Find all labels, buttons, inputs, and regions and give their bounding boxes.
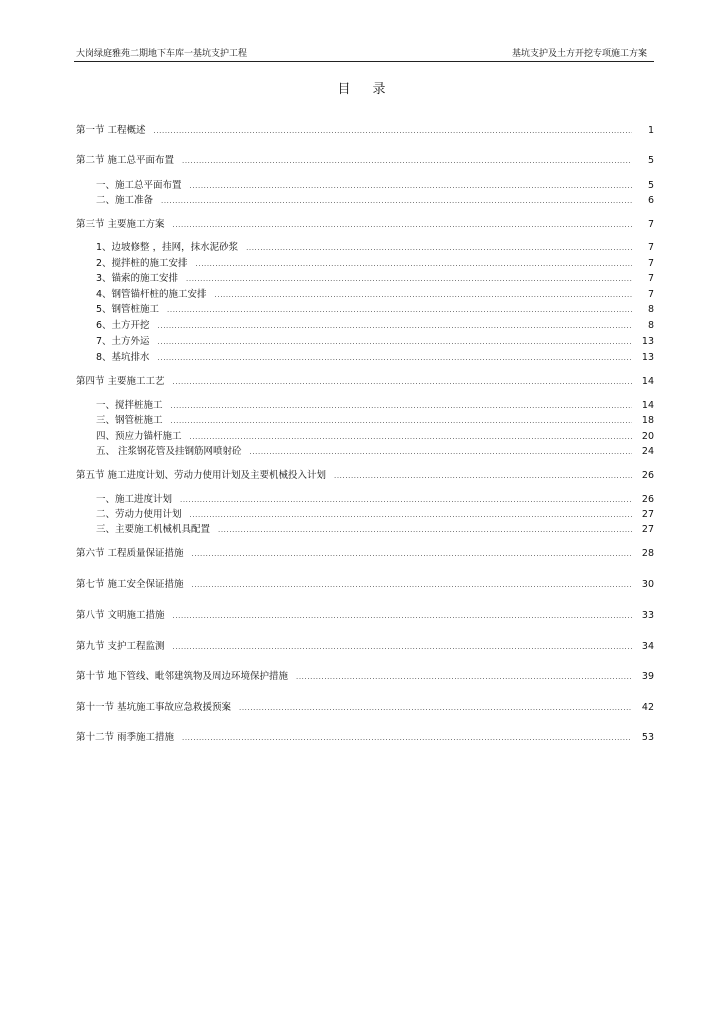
toc-entry-page: 24: [641, 446, 654, 457]
toc-entry-page: 53: [641, 732, 654, 743]
toc-entry-label: 二、施工准备: [96, 195, 154, 206]
toc-entry-page: 13: [641, 336, 654, 347]
header-left-title: 大岗绿庭雅苑二期地下车库一基坑支护工程: [76, 49, 248, 59]
toc-entry[interactable]: [76, 122, 654, 136]
toc-entry-page: 5: [647, 155, 654, 166]
toc-entry[interactable]: [76, 545, 654, 559]
toc-entry-label: 第三节 主要施工方案: [76, 219, 165, 230]
toc-leader-dots: [180, 496, 632, 504]
toc-entry[interactable]: [76, 607, 654, 621]
toc-entry[interactable]: [96, 428, 654, 442]
toc-entry[interactable]: [96, 412, 654, 426]
toc-entry[interactable]: [96, 333, 654, 347]
toc-entry-page: 26: [641, 470, 654, 481]
toc-entry[interactable]: [96, 270, 654, 284]
header-rule: [74, 61, 654, 62]
toc-entry-label: 三、钢管桩施工: [96, 415, 163, 426]
toc-entry-page: 27: [641, 524, 654, 535]
toc-entry-page: 14: [641, 376, 654, 387]
toc-leader-dots: [158, 322, 632, 330]
toc-entry-label: 三、主要施工机械机具配置: [96, 524, 211, 535]
toc-entry-page: 18: [641, 415, 654, 426]
toc-entry-label: 5、钢管桩施工: [96, 304, 160, 315]
toc-entry-page: 42: [641, 702, 654, 713]
toc-leader-dots: [192, 550, 632, 558]
toc-entry[interactable]: [96, 443, 654, 457]
toc-leader-dots: [186, 275, 632, 283]
toc-entry[interactable]: [76, 638, 654, 652]
toc-leader-dots: [173, 378, 632, 386]
toc-entry[interactable]: [96, 177, 654, 191]
toc-entry-label: 8、基坑排水: [96, 352, 150, 363]
toc-entry-label: 二、劳动力使用计划: [96, 509, 182, 520]
toc-entry-label: 2、搅拌桩的施工安排: [96, 258, 188, 269]
toc-entry-page: 1: [647, 125, 654, 136]
toc-entry[interactable]: [96, 301, 654, 315]
toc-entry[interactable]: [96, 255, 654, 269]
toc-entry-label: 1、边坡修整 ，挂网，抹水泥砂浆: [96, 242, 239, 253]
toc-entry-label: 五、 注浆钢花管及挂钢筋网喷射砼: [96, 446, 242, 457]
toc-entry[interactable]: [76, 373, 654, 387]
toc-entry[interactable]: [96, 239, 654, 253]
toc-entry[interactable]: [76, 216, 654, 230]
toc-leader-dots: [190, 433, 632, 441]
page-title: 目录: [337, 82, 408, 97]
toc-entry-label: 一、施工进度计划: [96, 494, 173, 505]
toc-leader-dots: [167, 306, 632, 314]
toc-entry[interactable]: [96, 349, 654, 363]
toc-entry-page: 20: [641, 431, 654, 442]
toc-entry-page: 26: [641, 494, 654, 505]
toc-entry-label: 第四节 主要施工工艺: [76, 376, 165, 387]
toc-entry-page: 30: [641, 579, 654, 590]
toc-leader-dots: [334, 472, 632, 480]
toc-entry-label: 第九节 支护工程监测: [76, 641, 165, 652]
toc-entry[interactable]: [96, 192, 654, 206]
toc-leader-dots: [239, 704, 632, 712]
toc-leader-dots: [154, 127, 632, 135]
toc-entry-label: 4、钢管锚杆桩的施工安排: [96, 289, 207, 300]
toc-leader-dots: [250, 448, 632, 456]
toc-leader-dots: [218, 526, 632, 534]
toc-entry-page: 14: [641, 400, 654, 411]
toc-entry-label: 3、锚索的施工安排: [96, 273, 179, 284]
toc-entry-page: 7: [647, 219, 654, 230]
toc-entry-page: 13: [641, 352, 654, 363]
toc-leader-dots: [192, 581, 632, 589]
toc-leader-dots: [173, 612, 632, 620]
toc-entry[interactable]: [76, 152, 654, 166]
toc-entry-label: 第八节 文明施工措施: [76, 610, 165, 621]
toc-entry-page: 6: [647, 195, 654, 206]
toc-entry-page: 8: [647, 320, 654, 331]
toc-entry-label: 第五节 施工进度计划、劳动力使用计划及主要机械投入计划: [76, 470, 327, 481]
toc-entry[interactable]: [76, 699, 654, 713]
toc-entry-page: 5: [647, 180, 654, 191]
toc-entry-label: 一、搅拌桩施工: [96, 400, 163, 411]
toc-entry[interactable]: [76, 729, 654, 743]
toc-entry-page: 28: [641, 548, 654, 559]
toc-entry-label: 6、土方开挖: [96, 320, 150, 331]
toc-entry[interactable]: [96, 506, 654, 520]
toc-entry-label: 第二节 施工总平面布置: [76, 155, 175, 166]
toc-leader-dots: [196, 260, 632, 268]
toc-entry-page: 7: [647, 289, 654, 300]
toc-entry-page: 34: [641, 641, 654, 652]
toc-entry-page: 7: [647, 273, 654, 284]
toc-entry-page: 7: [647, 242, 654, 253]
toc-entry-label: 第十一节 基坑施工事故应急救援预案: [76, 702, 232, 713]
toc-leader-dots: [190, 511, 632, 519]
toc-entry-label: 第十二节 雨季施工措施: [76, 732, 175, 743]
toc-leader-dots: [182, 734, 632, 742]
toc-leader-dots: [158, 338, 632, 346]
toc-entry[interactable]: [96, 491, 654, 505]
toc-entry-label: 四、预应力锚杆施工: [96, 431, 182, 442]
toc-entry-label: 一、施工总平面布置: [96, 180, 182, 191]
toc-leader-dots: [182, 157, 632, 165]
toc-entry-page: 8: [647, 304, 654, 315]
toc-leader-dots: [296, 673, 632, 681]
toc-leader-dots: [158, 354, 632, 362]
toc-entry[interactable]: [96, 317, 654, 331]
toc-leader-dots: [246, 244, 632, 252]
toc-entry-label: 第六节 工程质量保证措施: [76, 548, 184, 559]
toc-entry-page: 39: [641, 671, 654, 682]
toc-entry[interactable]: [96, 397, 654, 411]
toc-leader-dots: [190, 182, 632, 190]
toc-leader-dots: [161, 197, 632, 205]
toc-leader-dots: [173, 643, 632, 651]
toc-entry-label: 第一节 工程概述: [76, 125, 146, 136]
toc-entry-page: 7: [647, 258, 654, 269]
toc-entry-page: 27: [641, 509, 654, 520]
toc-entry-label: 第七节 施工安全保证措施: [76, 579, 184, 590]
toc-leader-dots: [171, 402, 632, 410]
toc-leader-dots: [173, 221, 632, 229]
toc-entry[interactable]: [76, 467, 654, 481]
toc-entry[interactable]: [96, 286, 654, 300]
toc-entry-page: 33: [641, 610, 654, 621]
header-right-title: 基坑支护及土方开挖专项施工方案: [511, 49, 647, 59]
toc-leader-dots: [171, 417, 632, 425]
toc-entry[interactable]: [76, 668, 654, 682]
toc-entry-label: 第十节 地下管线、毗邻建筑物及周边环境保护措施: [76, 671, 289, 682]
toc-entry-label: 7、土方外运: [96, 336, 150, 347]
toc-entry[interactable]: [96, 521, 654, 535]
toc-entry[interactable]: [76, 576, 654, 590]
toc-leader-dots: [215, 291, 632, 299]
